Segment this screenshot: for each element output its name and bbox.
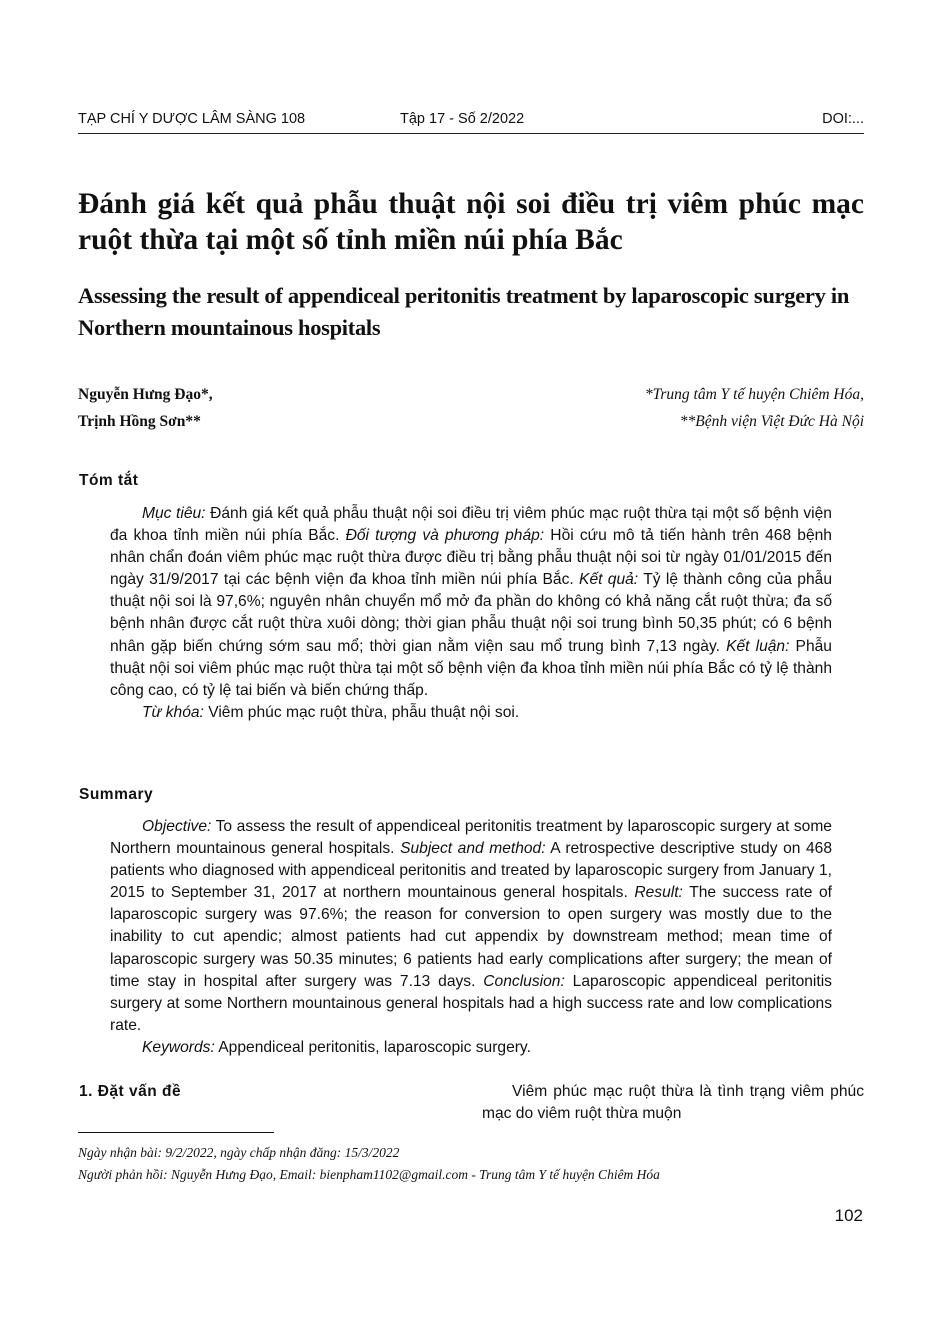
abstract-en (110, 816, 832, 1059)
text: Appendiceal peritonitis, laparoscopic surgery. (214, 1038, 531, 1056)
text: Tỷ lệ thành công của phẫu thuật nội soi là 97,6%; nguyên nhân chuyển mổ mở đa phần do không có khả năng cắt ruột thừa; đa số bệnh nhân được cắt ruột thừa xuôi dòng; thời gian phẫu thuật nội soi trung bình 50,35 phút; có 6 bệnh nhân gặp biến chứng sớm sau mổ; thời gian nằm viện sau mổ trung bình 7,13 ngày. (110, 571, 832, 655)
label: Keywords: (142, 1038, 215, 1056)
authors (78, 381, 213, 435)
text: Đánh giá kết quả phẫu thuật nội soi điều trị viêm phúc mạc ruột thừa tại một số bệnh viện đa khoa tỉnh miền núi phía Bắc. (110, 505, 832, 545)
affiliation: **Bệnh viện Việt Đức Hà Nội (679, 413, 864, 430)
label: Từ khóa: (142, 703, 204, 721)
footnote-dates: Ngày nhận bài: 9/2/2022, ngày chấp nhận đăng: 15/3/2022 (78, 1145, 400, 1160)
label: Kết quả: (579, 571, 639, 589)
label: Kết luận: (726, 637, 790, 655)
label: Conclusion: (483, 972, 565, 990)
affiliations (645, 381, 864, 435)
author: Nguyễn Hưng Đạo*, (78, 386, 213, 403)
title-vietnamese: Đánh giá kết quả phẫu thuật nội soi điều trị viêm phúc mạc ruột thừa tại một số tỉnh miền núi phía Bắc (78, 188, 864, 256)
text: To assess the result of appendiceal peritonitis treatment by laparoscopic surgery at some Northern mountainous general hospitals. (110, 818, 832, 858)
page-number: 102 (834, 1206, 863, 1225)
section-heading: 1. Đặt vấn đề (79, 1083, 182, 1100)
summary-heading: Summary (79, 786, 154, 803)
running-header (78, 111, 864, 134)
doi: DOI:... (822, 111, 864, 127)
text: Hồi cứu mô tả tiến hành trên 468 bệnh nhân chẩn đoán viêm phúc mạc ruột thừa được điều trị bằng phẫu thuật nội soi từ ngày 01/01/2015 đến ngày 31/9/2017 tại các bệnh viện đa khoa tỉnh miền núi phía Bắc. (110, 527, 832, 589)
body-text: Viêm phúc mạc ruột thừa là tình trạng viêm phúc mạc do viêm ruột thừa muộn (482, 1083, 864, 1122)
abstract-vi-heading: Tóm tắt (79, 472, 139, 489)
label: Mục tiêu: (142, 505, 206, 522)
label: Result: (634, 884, 683, 902)
text: A retrospective descriptive study on 468 patients who diagnosed with appendiceal peritonitis and treated by laparoscopic surgery from January 1, 2015 to September 31, 2017 at northern mountainous general hospitals. (110, 840, 832, 902)
text: Viêm phúc mạc ruột thừa, phẫu thuật nội soi. (203, 703, 520, 721)
text: The success rate of laparoscopic surgery was 97.6%; the reason for conversion to open surgery was mostly due to the inability to cut apendic; almost patients had cut appendix by downstream method; mean time of laparoscopic surgery was 50.35 minutes; 6 patients had early complications after surgery; the mean of time stay in hospital after surgery was 7.13 days. (110, 884, 832, 990)
text: Laparoscopic appendiceal peritonitis surgery at some Northern mountainous general hospitals had a high success rate and low complications rate. (110, 972, 832, 1034)
footnote-correspondence: Người phản hồi: Nguyễn Hưng Đạo, Email: bienpham1102@gmail.com - Trung tâm Y tế huyện Chiêm Hóa (78, 1167, 660, 1182)
section-text (482, 1081, 864, 1125)
label: Đối tượng và phương pháp: (345, 527, 545, 545)
abstract-vi (110, 503, 832, 724)
label: Objective: (142, 818, 212, 835)
journal-name: TẠP CHÍ Y DƯỢC LÂM SÀNG 108 (78, 111, 306, 127)
label: Subject and method: (400, 840, 546, 858)
issue-info: Tập 17 - Số 2/2022 (400, 111, 525, 127)
footnote-divider (78, 1132, 274, 1133)
text: Phẫu thuật nội soi viêm phúc mạc ruột thừa tại một số bệnh viện đa khoa tỉnh miền núi phía Bắc có tỷ lệ thành công cao, có tỷ lệ tai biến và biến chứng thấp. (110, 637, 832, 699)
title-english: Assessing the result of appendiceal peritonitis treatment by laparoscopic surgery in Northern mountainous hospitals (78, 283, 850, 340)
affiliation: *Trung tâm Y tế huyện Chiêm Hóa, (644, 386, 864, 403)
author: Trịnh Hồng Sơn** (78, 413, 201, 430)
